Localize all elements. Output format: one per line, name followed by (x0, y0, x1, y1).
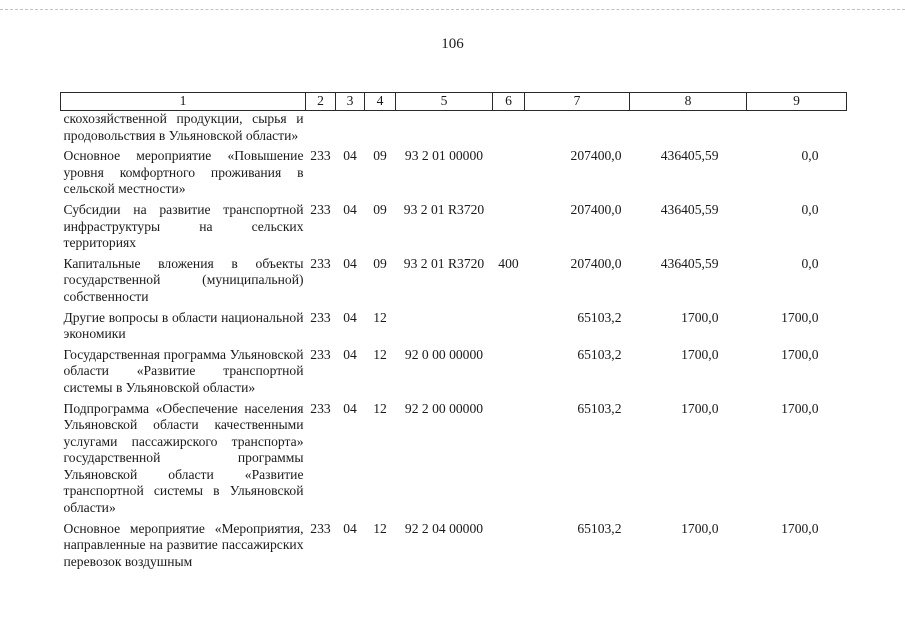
row-ministry-code: 233 (310, 400, 331, 416)
row-subsection: 12 (373, 520, 387, 536)
row-amount-7: 65103,2 (577, 346, 622, 362)
table-row (61, 198, 847, 252)
row-subsection: 12 (373, 346, 387, 362)
row-ministry-code: 233 (310, 520, 331, 536)
row-amount-8: 436405,59 (660, 201, 719, 217)
row-amount-9: 1700,0 (781, 346, 819, 362)
row-expense-type (493, 397, 525, 517)
row-amount-7: 207400,0 (570, 255, 622, 271)
row-amount-8: 1700,0 (681, 400, 719, 416)
row-subsection (365, 111, 396, 145)
table-row (61, 343, 847, 397)
budget-table (60, 92, 847, 570)
row-section: 04 (343, 201, 357, 217)
row-amount-8: 436405,59 (660, 255, 719, 271)
row-amount-9: 0,0 (801, 201, 819, 217)
row-amount-8 (630, 111, 747, 145)
header-col-1: 1 (61, 93, 306, 111)
row-expense-type (493, 306, 525, 343)
row-name: Подпрограмма «Обеспечение населения Ульяновской области качественными услугами пассажирского транспорта» государственной программы Ульяновской области «Развитие транспортной системы в Ульяновской области» (63, 400, 304, 516)
row-subsection: 12 (373, 400, 387, 416)
row-target-article: 93 2 01 00000 (404, 148, 484, 164)
row-name: Субсидии на развитие транспортной инфраструктуры на сельских территориях (63, 201, 304, 251)
header-col-4: 4 (365, 93, 396, 111)
row-target-article: 93 2 01 R3720 (403, 255, 485, 271)
row-amount-9: 1700,0 (781, 520, 819, 536)
row-amount-7 (525, 111, 630, 145)
row-section: 04 (343, 255, 357, 271)
table-row (61, 397, 847, 517)
row-amount-7: 207400,0 (570, 148, 622, 164)
row-target-article: 92 2 04 00000 (404, 520, 484, 536)
row-amount-9: 1700,0 (781, 309, 819, 325)
row-name: скохозяйственной продукции, сырья и продовольствия в Ульяновской области» (63, 111, 304, 143)
row-target-article (396, 111, 493, 145)
row-amount-8: 1700,0 (681, 520, 719, 536)
row-ministry-code: 233 (310, 346, 331, 362)
row-name: Капитальные вложения в объекты государственной (муниципальной) собственности (63, 255, 304, 304)
row-expense-type (493, 198, 525, 252)
row-ministry-code: 233 (310, 255, 331, 271)
table-row (61, 252, 847, 306)
row-section: 04 (343, 520, 357, 536)
header-col-9: 9 (747, 93, 847, 111)
row-amount-7: 65103,2 (577, 400, 622, 416)
row-subsection: 09 (373, 201, 387, 217)
row-ministry-code: 233 (310, 201, 331, 217)
table-row (61, 111, 847, 145)
row-expense-type (493, 111, 525, 145)
row-amount-7: 207400,0 (570, 201, 622, 217)
header-col-8: 8 (630, 93, 747, 111)
table-header-row (61, 93, 847, 111)
row-section: 04 (343, 400, 357, 416)
row-target-article: 92 0 00 00000 (404, 346, 484, 362)
table-row (61, 517, 847, 571)
row-section (336, 111, 365, 145)
row-subsection: 09 (373, 148, 387, 164)
row-subsection: 09 (373, 255, 387, 271)
row-amount-9: 1700,0 (781, 400, 819, 416)
row-amount-7: 65103,2 (577, 309, 622, 325)
row-ministry-code (306, 111, 336, 145)
page-number: 106 (441, 36, 464, 52)
header-col-7: 7 (525, 93, 630, 111)
row-amount-8: 1700,0 (681, 346, 719, 362)
row-expense-type (493, 144, 525, 198)
header-col-3: 3 (336, 93, 365, 111)
row-amount-9 (747, 111, 847, 145)
row-section: 04 (343, 346, 357, 362)
row-amount-9: 0,0 (801, 148, 819, 164)
header-col-5: 5 (396, 93, 493, 111)
row-subsection: 12 (373, 309, 387, 325)
row-name: Государственная программа Ульяновской области «Развитие транспортной системы в Ульяновской области» (63, 346, 304, 395)
row-expense-type: 400 (498, 255, 519, 271)
table-row (61, 144, 847, 198)
row-amount-8: 436405,59 (660, 148, 719, 164)
row-expense-type (493, 343, 525, 397)
row-expense-type (493, 517, 525, 571)
header-col-6: 6 (493, 93, 525, 111)
row-amount-9: 0,0 (801, 255, 819, 271)
row-amount-7: 65103,2 (577, 520, 622, 536)
row-section: 04 (343, 309, 357, 325)
row-target-article: 92 2 00 00000 (404, 400, 484, 416)
table-row (61, 306, 847, 343)
row-amount-8: 1700,0 (681, 309, 719, 325)
row-section: 04 (343, 148, 357, 164)
row-ministry-code: 233 (310, 309, 331, 325)
row-target-article: 93 2 01 R3720 (403, 201, 485, 217)
row-name: Основное мероприятие «Повышение уровня комфортного проживания в сельской местности» (63, 148, 304, 197)
row-target-article (396, 306, 493, 343)
header-col-2: 2 (306, 93, 336, 111)
row-ministry-code: 233 (310, 148, 331, 164)
row-name: Другие вопросы в области национальной экономики (63, 309, 304, 342)
row-name: Основное мероприятие «Мероприятия, направленные на развитие пассажирских перевозок воздушным (63, 520, 304, 569)
scan-edge-line (0, 9, 905, 10)
